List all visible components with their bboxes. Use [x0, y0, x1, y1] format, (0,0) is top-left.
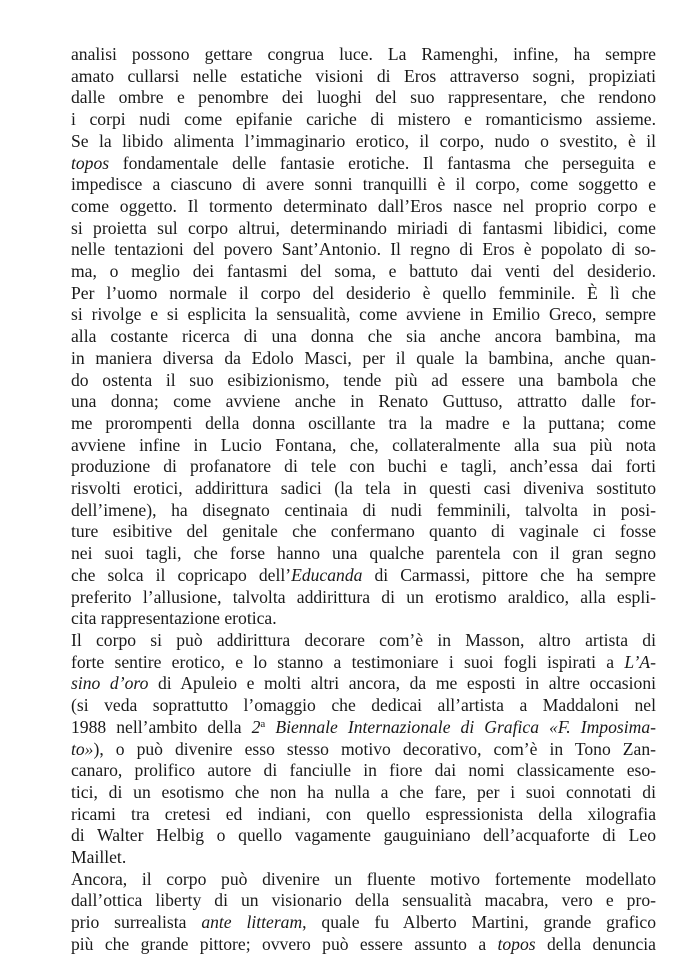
text-line — [71, 934, 656, 956]
text-line — [71, 825, 656, 847]
text-line — [71, 413, 656, 435]
text-run: dalle ombre e penombre dei luoghi del suo rappresentare, che rendono — [71, 87, 656, 108]
text-run: si rivolge e si esplicita la sensualità, come avviene in Emilio Greco, sempre — [71, 304, 656, 325]
text-line — [71, 153, 656, 175]
text-line — [71, 739, 656, 761]
text-run: nei suoi tagli, che forse hanno una qualche parentela con il gran segno — [71, 543, 656, 564]
text-line — [71, 261, 656, 283]
italic-text: a — [260, 717, 266, 730]
text-line — [71, 847, 656, 869]
text-run: prio surrealista — [71, 912, 202, 933]
text-run: do ostenta il suo esibizionismo, tende più ad essere una bambola che — [71, 369, 656, 390]
text-run: me prorompenti della donna oscillante tra la madre e la puttana; come — [71, 412, 656, 433]
text-line — [71, 587, 656, 609]
text-line — [71, 695, 656, 717]
text-run: , quale fu Alberto Martini, grande grafico — [302, 912, 656, 933]
text-run: dall’ottica liberty di un visionario della sensualità macabra, vero e pro- — [71, 890, 656, 911]
text-line — [71, 521, 656, 543]
text-run: ture esibitive del genitale che confermano quanto di vaginale ci fosse — [71, 521, 656, 542]
text-run: Se la libido alimenta l’immaginario erotico, il corpo, nudo o svestito, è il — [71, 130, 656, 151]
italic-text: Biennale Internazionale di Grafica «F. Imposima- — [265, 716, 656, 737]
italic-text: 2 — [251, 716, 261, 737]
text-run: 1988 nell’ambito della — [71, 716, 252, 737]
text-line — [71, 804, 656, 826]
text-line — [71, 782, 656, 804]
text-line — [71, 760, 656, 782]
text-run: avviene infine in Lucio Fontana, che, collateralmente alla sua più nota — [71, 434, 656, 455]
text-run: ma, o meglio dei fantasmi del soma, e battuto dai venti del desiderio. — [71, 261, 656, 282]
italic-text: topos — [497, 933, 536, 954]
text-run: in maniera diversa da Edolo Masci, per il quale la bambina, anche quan- — [71, 347, 656, 368]
text-run: canaro, prolifico autore di fanciulle in fiore dai nomi classicamente eso- — [71, 760, 656, 781]
text-line — [71, 87, 656, 109]
text-run: alla costante ricerca di una donna che sia anche ancora bambina, ma — [71, 326, 656, 347]
text-line — [71, 44, 656, 66]
text-run: una donna; come avviene anche in Renato Guttuso, attratto dalle for- — [71, 391, 656, 412]
text-line — [71, 912, 656, 934]
text-line — [71, 239, 656, 261]
text-line — [71, 673, 656, 695]
text-line — [71, 608, 656, 630]
text-line — [71, 717, 656, 739]
text-line — [71, 370, 656, 392]
text-run: forte sentire erotico, e lo stanno a testimoniare i suoi fogli ispirati a — [71, 651, 625, 672]
text-run: risvolti erotici, addirittura sadici (la tela in questi casi diveniva sostituto — [71, 478, 656, 499]
text-line — [71, 478, 656, 500]
text-line — [71, 218, 656, 240]
text-run: di Carmassi, pittore che ha sempre — [362, 564, 656, 585]
text-line — [71, 890, 656, 912]
text-run: Per l’uomo normale il corpo del desiderio è quello femminile. È lì che — [71, 282, 656, 303]
text-run: impedisce a ciascuno di avere sonni tranquilli è il corpo, come soggetto e — [71, 174, 656, 195]
text-run: preferito l’allusione, talvolta addirittura di un erotismo araldico, alla espli- — [71, 586, 656, 607]
text-run: Il corpo si può addirittura decorare com’è in Masson, altro artista di — [71, 629, 656, 650]
text-line — [71, 196, 656, 218]
italic-text: to» — [71, 738, 94, 759]
text-run: che solca il copricapo dell’ — [71, 564, 292, 585]
text-run: della denuncia — [535, 933, 656, 954]
text-run: di Walter Helbig o quello vagamente gauguiniano dell’acquaforte di Leo — [71, 825, 656, 846]
text-run: fondamentale delle fantasie erotiche. Il fantasma che perseguita e — [109, 152, 656, 173]
text-run: analisi possono gettare congrua luce. La Ramenghi, infine, ha sempre — [71, 44, 656, 64]
text-line — [71, 565, 656, 587]
text-line — [71, 543, 656, 565]
text-run: Ancora, il corpo può divenire un fluente motivo fortemente modellato — [71, 868, 656, 889]
text-line — [71, 435, 656, 457]
text-line — [71, 869, 656, 891]
text-run: amato cullarsi nelle estatiche visioni di Eros attraverso sogni, propiziati — [71, 65, 656, 86]
text-run: cita rappresentazione erotica. — [71, 608, 277, 629]
text-line — [71, 304, 656, 326]
italic-text: L’A- — [624, 651, 656, 672]
text-run: dell’imene), ha disegnato centinaia di nudi femminili, talvolta in posi- — [71, 499, 656, 520]
text-run: nelle tentazioni del povero Sant’Antonio. Il regno di Eros è popolato di so- — [71, 239, 656, 260]
text-run: i corpi nudi come epifanie cariche di mistero e romanticismo assieme. — [71, 109, 656, 130]
text-line — [71, 131, 656, 153]
page-text — [71, 44, 656, 956]
text-run: Maillet. — [71, 847, 127, 868]
text-line — [71, 174, 656, 196]
text-run: ricami tra cretesi ed indiani, con quello espressionista della xilografia — [71, 803, 656, 824]
text-run: si proietta sul corpo altrui, determinando miriadi di fantasmi libidici, come — [71, 217, 656, 238]
text-run: (si veda soprattutto l’omaggio che dedicai all’artista a Maddaloni nel — [71, 695, 656, 716]
italic-text: Educanda — [291, 564, 363, 585]
italic-text: sino d’oro — [71, 673, 149, 694]
italic-text: ante litteram — [201, 912, 303, 933]
text-line — [71, 456, 656, 478]
text-run: più che grande pittore; ovvero può essere assunto a — [71, 933, 498, 954]
text-line — [71, 630, 656, 652]
text-line — [71, 326, 656, 348]
text-run: tici, di un esotismo che non ha nulla a che fare, per i suoi connotati di — [71, 781, 656, 802]
text-line — [71, 348, 656, 370]
text-line — [71, 391, 656, 413]
text-run: produzione di profanatore di tele con buchi e tagli, anch’essa dai forti — [71, 456, 656, 477]
text-line — [71, 283, 656, 305]
text-line — [71, 66, 656, 88]
text-run: come oggetto. Il tormento determinato dall’Eros nasce nel proprio corpo e — [71, 195, 656, 216]
text-line — [71, 652, 656, 674]
italic-text: topos — [71, 152, 110, 173]
text-line — [71, 500, 656, 522]
text-run: ), o può divenire esso stesso motivo decorativo, com’è in Tono Zan- — [93, 738, 656, 759]
text-run: di Apuleio e molti altri ancora, da me esposti in altre occasioni — [148, 673, 656, 694]
text-line — [71, 109, 656, 131]
